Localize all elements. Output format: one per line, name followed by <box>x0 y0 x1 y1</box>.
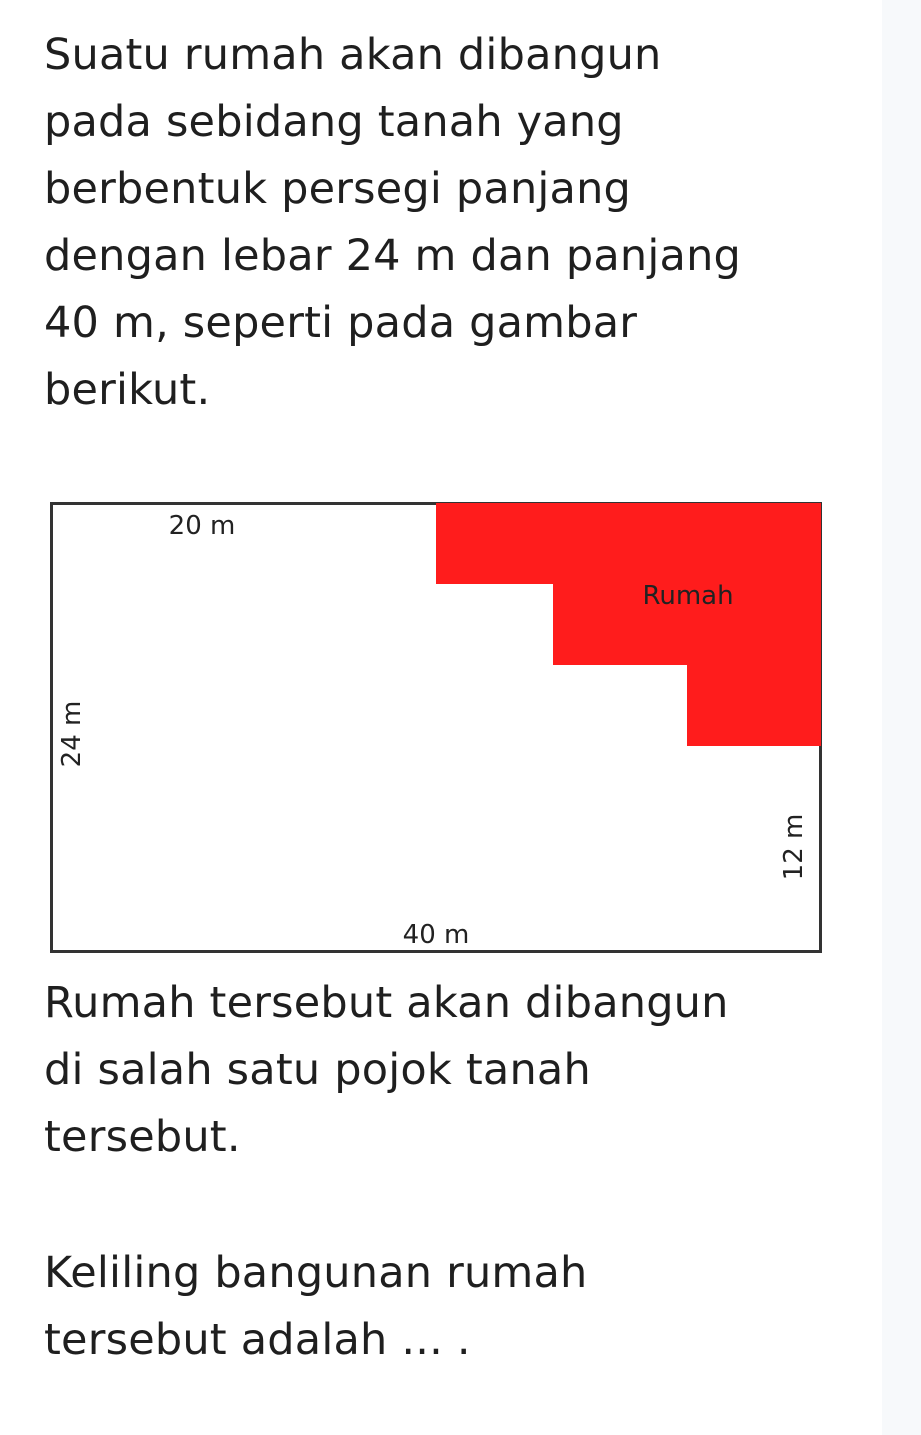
label-top-dimension: 20 m <box>168 511 236 541</box>
problem-question-text: Keliling bangunan rumah tersebut adalah ... . <box>44 1248 588 1365</box>
label-right-dimension: 12 m <box>779 813 809 881</box>
label-bottom-dimension: 40 m <box>402 920 470 950</box>
problem-intro-text: Suatu rumah akan dibangun pada sebidang tanah yang berbentuk persegi panjang dengan lebar 24 m dan panjang 40 m, seperti pada gambar berikut. <box>44 30 742 415</box>
land-diagram <box>50 502 824 954</box>
label-left-dimension: 24 m <box>57 700 87 768</box>
side-strip <box>882 0 921 1435</box>
problem-statement-text: Rumah tersebut akan dibangun di salah satu pojok tanah tersebut. <box>44 978 729 1162</box>
label-house: Rumah <box>642 581 734 611</box>
